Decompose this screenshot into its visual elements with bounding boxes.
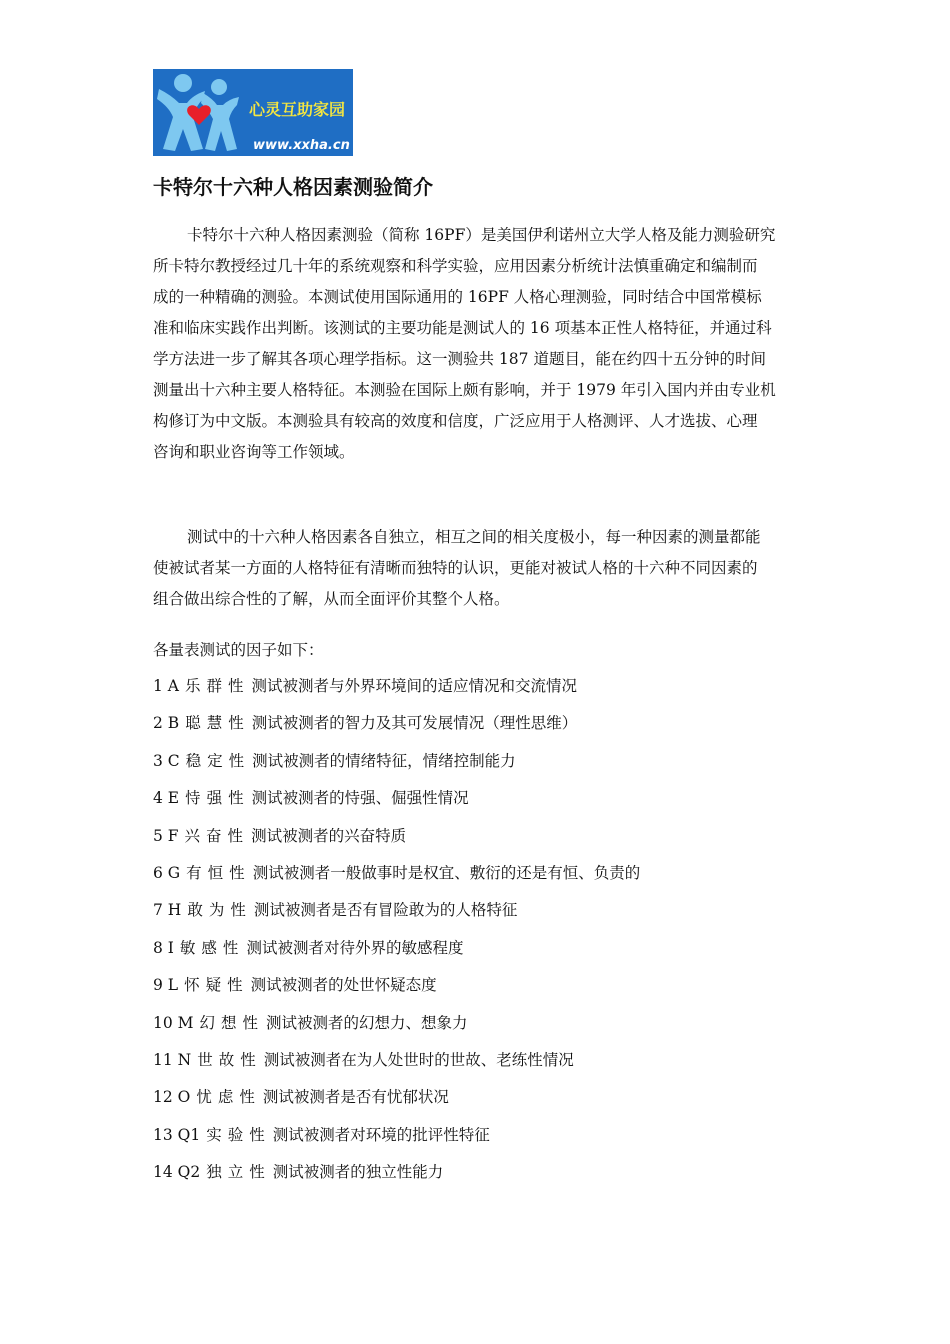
factor-code: 5 F xyxy=(153,826,179,845)
paragraph-line: 使被试者某一方面的人格特征有清晰而独特的认识，更能对被试人格的十六种不同因素的 xyxy=(153,559,758,577)
factor-code: 2 B xyxy=(153,714,180,733)
paragraph-line: 学方法进一步了解其各项心理学指标。这一测验共 187 道题目，能在约四十五分钟的时间 xyxy=(153,350,766,368)
factor-item xyxy=(153,822,640,859)
factor-name: 忧虑性 xyxy=(196,1088,261,1107)
factor-description: 测试被测者在为人处世时的世故、老练性情况 xyxy=(263,1050,574,1069)
factor-name: 恃强性 xyxy=(185,789,250,808)
factor-description: 测试被测者对环境的批评性特征 xyxy=(272,1125,490,1144)
factor-item xyxy=(153,747,640,784)
logo-url: www.xxha.cn xyxy=(253,138,350,153)
factor-list xyxy=(153,672,640,1195)
factor-name: 世故性 xyxy=(197,1050,262,1069)
factor-name: 敢为性 xyxy=(187,901,252,920)
factor-item xyxy=(153,1009,640,1046)
factor-code: 13 Q1 xyxy=(153,1125,201,1144)
factor-description: 测试被测者的智力及其可发展情况（理性思维） xyxy=(251,714,578,733)
factor-item xyxy=(153,859,640,896)
factor-name: 幻想性 xyxy=(199,1013,265,1032)
factor-description: 测试被测者的独立性能力 xyxy=(272,1163,444,1182)
factor-item xyxy=(153,1083,640,1120)
factor-description: 测试被测者的恃强、倔强性情况 xyxy=(251,789,469,808)
factor-code: 4 E xyxy=(153,789,180,808)
factor-name: 怀疑性 xyxy=(184,976,249,995)
factor-item xyxy=(153,934,640,971)
paragraph-line: 测量出十六种主要人格特征。本测验在国际上颇有影响，并于 1979 年引入国内并由专业机 xyxy=(153,381,776,399)
factor-description: 测试被测者的处世怀疑态度 xyxy=(250,976,437,995)
factor-description: 测试被测者是否有忧郁状况 xyxy=(262,1088,449,1107)
factor-name: 稳定性 xyxy=(185,751,251,770)
factor-description: 测试被测者与外界环境间的适应情况和交流情况 xyxy=(251,677,578,695)
factor-description: 测试被测者一般做事时是权宜、敷衍的还是有恒、负责的 xyxy=(252,863,641,882)
factor-code: 7 H xyxy=(153,901,182,920)
factor-name: 独立性 xyxy=(206,1163,271,1182)
paragraph-line: 组合做出综合性的了解，从而全面评价其整个人格。 xyxy=(153,590,510,608)
paragraph-line: 准和临床实践作出判断。该测试的主要功能是测试人的 16 项基本正性人格特征，并通过科 xyxy=(153,319,772,337)
factor-item xyxy=(153,672,640,709)
factor-item xyxy=(153,1121,640,1158)
factors-paragraph xyxy=(153,522,813,615)
factor-code: 1 A xyxy=(153,677,179,695)
factor-description: 测试被测者的兴奋特质 xyxy=(251,826,407,845)
paragraph-line: 所卡特尔教授经过几十年的系统观察和科学实验，应用因素分析统计法慎重确定和编制而 xyxy=(153,257,758,275)
factor-name: 乐群性 xyxy=(184,677,250,695)
factor-code: 12 O xyxy=(153,1088,191,1107)
factor-name: 实验性 xyxy=(206,1125,271,1144)
paragraph-line: 构修订为中文版。本测验具有较高的效度和信度，广泛应用于人格测评、人才选拔、心理 xyxy=(153,412,758,430)
document-title: 卡特尔十六种人格因素测验简介 xyxy=(153,175,433,199)
factor-item xyxy=(153,709,640,746)
intro-paragraph xyxy=(153,220,813,468)
factor-description: 测试被测者的情绪特征，情绪控制能力 xyxy=(252,751,516,770)
factor-description: 测试被测者对待外界的敏感程度 xyxy=(246,938,464,957)
logo-graphic xyxy=(153,69,353,156)
factor-code: 8 I xyxy=(153,938,174,957)
factor-name: 敏感性 xyxy=(179,938,245,957)
factor-code: 10 M xyxy=(153,1013,194,1032)
factor-description: 测试被测者是否有冒险敢为的人格特征 xyxy=(253,901,518,920)
factor-item xyxy=(153,784,640,821)
factor-name: 兴奋性 xyxy=(184,826,250,845)
factor-code: 9 L xyxy=(153,976,179,995)
paragraph-line: 测试中的十六种人格因素各自独立，相互之间的相关度极小，每一种因素的测量都能 xyxy=(187,528,761,546)
factor-code: 11 N xyxy=(153,1050,192,1069)
factor-code: 3 C xyxy=(153,751,180,770)
factor-code: 6 G xyxy=(153,863,181,882)
factor-item xyxy=(153,971,640,1008)
factor-name: 聪慧性 xyxy=(185,714,250,733)
factor-code: 14 Q2 xyxy=(153,1163,201,1182)
factor-item xyxy=(153,1158,640,1195)
paragraph-line: 咨询和职业咨询等工作领域。 xyxy=(153,443,355,461)
factor-description: 测试被测者的幻想力、想象力 xyxy=(266,1013,468,1032)
site-logo xyxy=(153,69,353,156)
paragraph-line: 成的一种精确的测验。本测试使用国际通用的 16PF 人格心理测验，同时结合中国常模标 xyxy=(153,288,762,306)
factors-intro: 各量表测试的因子如下： xyxy=(153,641,324,659)
logo-title: 心灵互助家园 xyxy=(249,100,346,119)
factor-name: 有恒性 xyxy=(186,863,251,882)
paragraph-line: 卡特尔十六种人格因素测验（简称 16PF）是美国伊利诺州立大学人格及能力测验研究 xyxy=(187,226,776,244)
factor-item xyxy=(153,1046,640,1083)
factor-item xyxy=(153,896,640,933)
